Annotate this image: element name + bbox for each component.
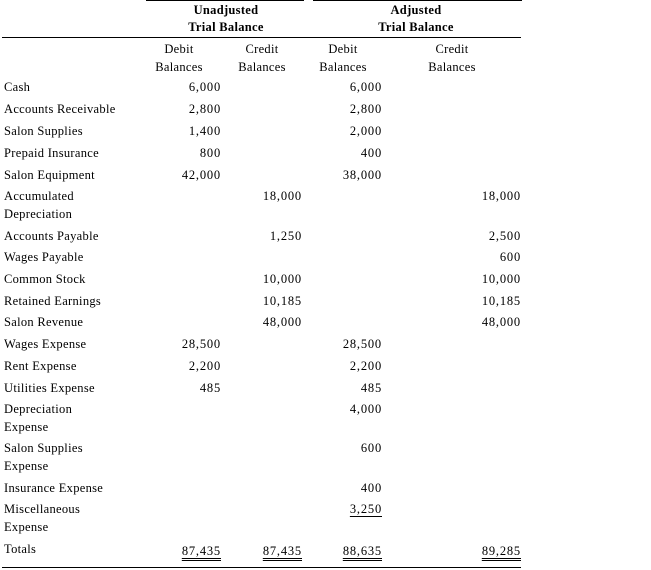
- adjusted-debit-amount: 38,000: [342, 168, 382, 182]
- account-name-line: Accounts Receivable: [4, 102, 116, 116]
- column-header-line: Balances: [238, 60, 286, 74]
- account-name: [4, 78, 144, 96]
- adjusted-credit-amount: 48,000: [481, 315, 521, 329]
- adjusted-trial-balance-header: [310, 2, 522, 36]
- adjusted-credit-amount: 600: [499, 250, 521, 264]
- unadjusted-debit-value: [150, 78, 221, 96]
- unadjusted-debit-amount: 1,400: [188, 124, 221, 138]
- adjusted-credit-value: [420, 292, 521, 310]
- unadjusted-debit-amount: 42,000: [181, 168, 221, 182]
- adjusted-debit-amount: 2,800: [349, 102, 382, 116]
- account-name-line: Depreciation: [4, 402, 73, 416]
- adjusted-debit-value: [310, 78, 382, 96]
- account-name: [4, 479, 144, 497]
- unadjusted-debit-value: [150, 357, 221, 375]
- account-name: [4, 122, 144, 140]
- account-name: [4, 292, 144, 310]
- top-rule-unadjusted: [146, 0, 304, 1]
- account-name-line: Accumulated: [4, 189, 74, 203]
- account-name-line: Prepaid Insurance: [4, 146, 99, 160]
- account-name-line: Wages Payable: [4, 250, 84, 264]
- unadjusted-credit-amount: 10,185: [262, 294, 302, 308]
- account-name-line: Cash: [4, 80, 31, 94]
- adjusted-debit-value: [310, 439, 382, 457]
- account-name-line: Retained Earnings: [4, 294, 102, 308]
- adjusted-credit-value: [420, 248, 521, 266]
- unadjusted-credit-value: [230, 270, 302, 288]
- header-line: Unadjusted: [193, 3, 259, 17]
- column-header-line: Credit: [245, 42, 279, 56]
- header-line: Trial Balance: [188, 20, 264, 34]
- account-name: [4, 100, 144, 118]
- unadjusted-credit-value: [230, 313, 302, 331]
- header-line: Adjusted: [390, 3, 442, 17]
- adjusted-debit-amount: 400: [360, 481, 382, 495]
- adjusted-credit-amount: 10,000: [481, 272, 521, 286]
- unadjusted-debit-total: [150, 542, 221, 560]
- header-rule: [2, 37, 521, 38]
- account-name-line: Common Stock: [4, 272, 86, 286]
- account-name-line: Expense: [4, 520, 49, 534]
- adjusted-debit-total-amount: 88,635: [342, 544, 382, 558]
- account-name-line: Expense: [4, 420, 49, 434]
- adjusted-debit-amount: 3,250: [349, 502, 382, 516]
- account-name-line: Accounts Payable: [4, 229, 99, 243]
- unadjusted-debit-amount: 6,000: [188, 80, 221, 94]
- account-name: [4, 144, 144, 162]
- column-header-line: Credit: [435, 42, 469, 56]
- unadjusted-credit-amount: 48,000: [262, 315, 302, 329]
- account-name: [4, 187, 144, 223]
- account-name-line: Salon Equipment: [4, 168, 95, 182]
- account-name-line: Salon Supplies: [4, 124, 83, 138]
- adjusted-debit-column-header: [310, 40, 376, 76]
- unadjusted-credit-amount: 18,000: [262, 189, 302, 203]
- unadjusted-credit-value: [230, 227, 302, 245]
- unadjusted-credit-total: [230, 542, 302, 560]
- adjusted-debit-amount: 2,000: [349, 124, 382, 138]
- adjusted-debit-value: [310, 479, 382, 497]
- unadjusted-debit-amount: 485: [199, 381, 221, 395]
- column-header-line: Balances: [319, 60, 367, 74]
- unadjusted-debit-value: [150, 144, 221, 162]
- adjusted-credit-total-amount: 89,285: [481, 544, 521, 558]
- bottom-rule: [2, 567, 521, 568]
- adjusted-debit-amount: 485: [360, 381, 382, 395]
- unadjusted-credit-total-amount: 87,435: [262, 544, 302, 558]
- unadjusted-credit-amount: 10,000: [262, 272, 302, 286]
- account-name-line: Rent Expense: [4, 359, 77, 373]
- account-name: [4, 248, 144, 266]
- column-header-line: Balances: [155, 60, 203, 74]
- unadjusted-credit-column-header: [228, 40, 296, 76]
- adjusted-credit-value: [420, 313, 521, 331]
- unadjusted-trial-balance-header: [145, 2, 307, 36]
- account-name-line: Utilities Expense: [4, 381, 95, 395]
- account-name-line: Insurance Expense: [4, 481, 104, 495]
- column-header-line: Balances: [428, 60, 476, 74]
- adjusted-debit-value: [310, 335, 382, 353]
- unadjusted-credit-value: [230, 292, 302, 310]
- account-name: [4, 439, 144, 475]
- unadjusted-debit-value: [150, 122, 221, 140]
- adjusted-credit-total: [420, 542, 521, 560]
- column-header-line: Debit: [164, 42, 194, 56]
- account-name: [4, 357, 144, 375]
- account-name: [4, 270, 144, 288]
- totals-label: Totals: [4, 542, 37, 556]
- unadjusted-debit-column-header: [146, 40, 212, 76]
- unadjusted-debit-total-amount: 87,435: [181, 544, 221, 558]
- account-name-line: Depreciation: [4, 207, 73, 221]
- adjusted-debit-value: [310, 166, 382, 184]
- adjusted-debit-amount: 4,000: [349, 402, 382, 416]
- top-rule-adjusted: [313, 0, 522, 1]
- unadjusted-debit-amount: 800: [199, 146, 221, 160]
- account-name-line: Miscellaneous: [4, 502, 81, 516]
- adjusted-debit-value: [310, 144, 382, 162]
- unadjusted-debit-value: [150, 379, 221, 397]
- account-name-line: Expense: [4, 459, 49, 473]
- adjusted-credit-amount: 18,000: [481, 189, 521, 203]
- account-name-line: Salon Supplies: [4, 441, 83, 455]
- adjusted-debit-amount: 400: [360, 146, 382, 160]
- account-name: [4, 500, 144, 536]
- adjusted-debit-amount: 600: [360, 441, 382, 455]
- adjusted-debit-total: [310, 542, 382, 560]
- unadjusted-debit-value: [150, 100, 221, 118]
- adjusted-debit-value: [310, 379, 382, 397]
- adjusted-debit-value: [310, 400, 382, 418]
- adjusted-debit-value: [310, 100, 382, 118]
- account-name: [4, 379, 144, 397]
- adjusted-debit-amount: 28,500: [342, 337, 382, 351]
- account-name-line: Wages Expense: [4, 337, 87, 351]
- header-line: Trial Balance: [378, 20, 454, 34]
- unadjusted-credit-value: [230, 187, 302, 205]
- adjusted-credit-value: [420, 227, 521, 245]
- adjusted-debit-amount: 6,000: [349, 80, 382, 94]
- adjusted-debit-value: [310, 122, 382, 140]
- column-header-line: Debit: [328, 42, 358, 56]
- account-name: [4, 400, 144, 436]
- adjusted-debit-amount: 2,200: [349, 359, 382, 373]
- unadjusted-debit-amount: 2,800: [188, 102, 221, 116]
- adjusted-credit-value: [420, 187, 521, 205]
- unadjusted-debit-amount: 28,500: [181, 337, 221, 351]
- adjusted-credit-column-header: [402, 40, 502, 76]
- unadjusted-credit-amount: 1,250: [269, 229, 302, 243]
- account-name: [4, 227, 144, 245]
- account-name: [4, 335, 144, 353]
- unadjusted-debit-value: [150, 166, 221, 184]
- account-name-line: Salon Revenue: [4, 315, 84, 329]
- adjusted-credit-value: [420, 270, 521, 288]
- unadjusted-debit-amount: 2,200: [188, 359, 221, 373]
- account-name: [4, 313, 144, 331]
- unadjusted-debit-value: [150, 335, 221, 353]
- account-name: [4, 166, 144, 184]
- adjusted-credit-amount: 2,500: [488, 229, 521, 243]
- adjusted-credit-amount: 10,185: [481, 294, 521, 308]
- adjusted-debit-value: [310, 500, 382, 518]
- adjusted-debit-value: [310, 357, 382, 375]
